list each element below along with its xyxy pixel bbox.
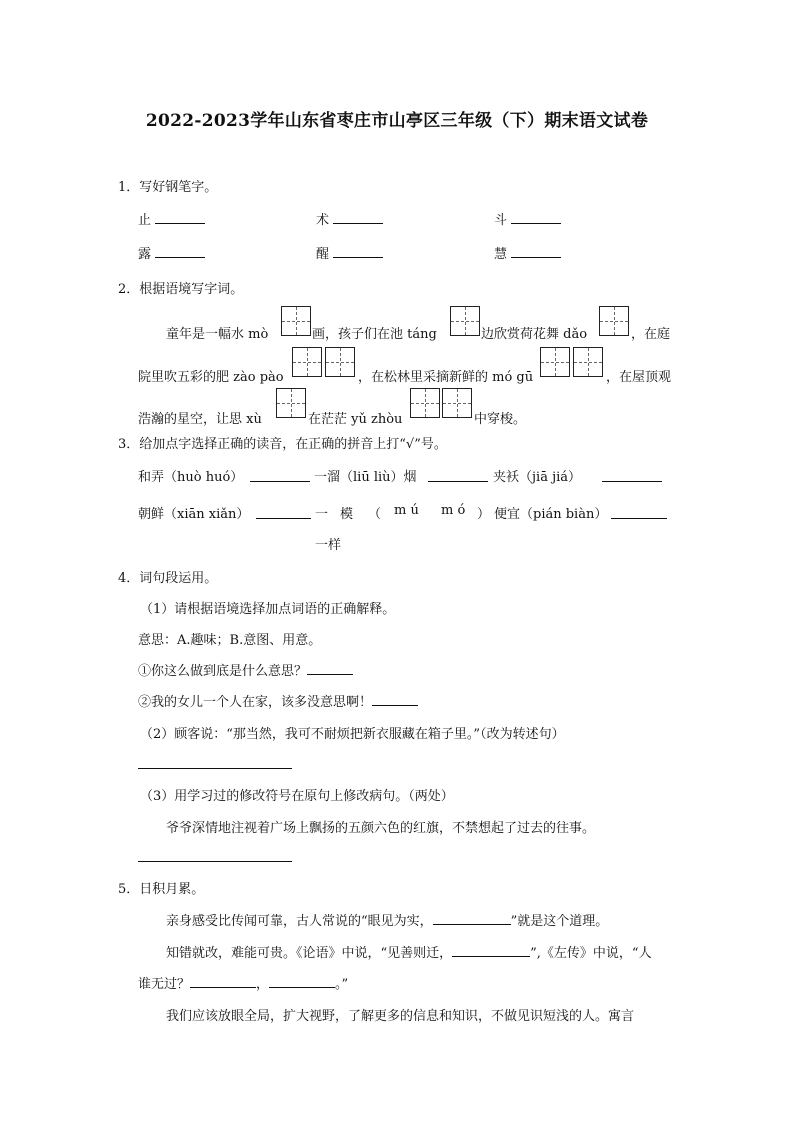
q4-meaning: 意思：A.趣味；B.意图、用意。: [138, 633, 322, 648]
q4-sub-2: （2）顾客说：“那当然，我可不耐烦把新衣服藏在箱子里。”（改为转述句）: [140, 727, 565, 742]
answer-blank[interactable]: [611, 518, 667, 519]
q2-text: ，在庭: [631, 327, 671, 342]
answer-blank[interactable]: [307, 662, 353, 675]
q3-item-part: 模: [340, 507, 354, 522]
answer-blank[interactable]: [155, 245, 205, 258]
q5-para-2: [166, 942, 652, 961]
q3-item: 和弄（huò huó）: [138, 470, 244, 485]
q2-heading: 2．根据语境写字词。: [118, 282, 244, 297]
q4-option-2: [138, 691, 418, 710]
q1-item-2: [316, 209, 383, 228]
q1-item-4: [138, 243, 205, 262]
q1-char: 慧: [494, 247, 508, 262]
q5-text: 谁无过？: [138, 977, 191, 992]
q3-item-part: （: [368, 507, 382, 522]
q5-para-4: 我们应该放眼全局，扩大视野，了解更多的信息和知识，不做见识短浅的人。寓言: [166, 1009, 635, 1024]
q3-item-part: m ó: [441, 503, 466, 518]
tianzige-box[interactable]: [276, 388, 306, 418]
q5-text: ”就是这个道理。: [510, 914, 609, 929]
q3-item: 便宜（pián biàn）: [494, 507, 608, 522]
q3-item-part: 一: [315, 507, 329, 522]
q2-text: 画，孩子们在池 táng: [312, 327, 437, 342]
answer-blank[interactable]: [155, 211, 205, 224]
q2-text: 童年是一幅水 mò: [166, 327, 269, 342]
q4-sub-3: （3）用学习过的修改符号在原句上修改病句。（两处）: [140, 789, 454, 804]
q4-sub-1: （1）请根据语境选择加点词语的正确解释。: [140, 602, 396, 617]
q4-sentence: 爷爷深情地注视着广场上飘扬的五颜六色的红旗，不禁想起了过去的往事。: [166, 821, 596, 836]
q1-char: 术: [316, 213, 330, 228]
q1-item-1: [138, 209, 205, 228]
q5-text: ，: [256, 977, 270, 992]
answer-blank[interactable]: [333, 245, 383, 258]
q5-text: 知错就改，难能可贵。《论语》中说，“见善则迁，: [166, 946, 453, 961]
tianzige-box[interactable]: [325, 347, 355, 377]
answer-blank[interactable]: [269, 975, 335, 988]
q5-text: ”,《左传》中说，“人: [530, 946, 652, 961]
q2-text: 浩瀚的星空，让思 xù: [138, 412, 262, 427]
answer-line[interactable]: [138, 768, 292, 769]
answer-blank[interactable]: [250, 481, 310, 482]
q3-item: 夹袄（jiā jiá）: [493, 470, 582, 485]
q5-para-3: [138, 973, 348, 992]
q3-item-part: m ú: [394, 503, 419, 518]
q4-option-text: ②我的女儿一个人在家，该多没意思啊！: [138, 695, 373, 710]
q5-text: 亲身感受比传闻可靠，古人常说的“眼见为实，: [166, 914, 433, 929]
q1-item-6: [494, 243, 561, 262]
answer-blank[interactable]: [372, 693, 418, 706]
tianzige-box[interactable]: [442, 388, 472, 418]
q4-option-1: [138, 660, 353, 679]
answer-blank[interactable]: [256, 518, 311, 519]
tianzige-box[interactable]: [540, 347, 570, 377]
q1-char: 斗: [494, 213, 508, 228]
q4-heading: 4．词句段运用。: [118, 571, 218, 586]
q1-char: 止: [138, 213, 152, 228]
tianzige-box[interactable]: [410, 388, 440, 418]
q2-text: ，在屋顶观: [606, 370, 672, 385]
q3-heading: 3．给加点字选择正确的读音，在正确的拼音上打“√”号。: [118, 437, 447, 452]
q3-item: 一溜（liū liù）烟: [314, 470, 417, 485]
q4-option-text: ①你这么做到底是什么意思？: [138, 664, 308, 679]
q1-char: 醒: [316, 247, 330, 262]
q2-text: 在茫茫 yǔ zhòu: [308, 412, 403, 427]
q3-item-part: ）: [477, 507, 491, 522]
q5-text: 。”: [335, 977, 349, 992]
q5-heading: 5．日积月累。: [118, 882, 205, 897]
q1-item-5: [316, 243, 383, 262]
answer-blank[interactable]: [511, 245, 561, 258]
q2-text: 院里吹五彩的肥 zào pào: [138, 370, 284, 385]
answer-line[interactable]: [138, 861, 292, 862]
tianzige-box[interactable]: [281, 306, 311, 336]
q2-text: 边欣赏荷花舞 dǎo: [481, 327, 588, 342]
q2-text: 中穿梭。: [474, 412, 527, 427]
tianzige-box[interactable]: [292, 347, 322, 377]
tianzige-box[interactable]: [450, 306, 480, 336]
q2-text: ，在松林里采摘新鲜的 mó gū: [358, 370, 534, 385]
q1-heading: 1．写好钢笔字。: [118, 180, 218, 195]
q3-item-part: 一样: [315, 538, 342, 553]
answer-blank[interactable]: [602, 481, 662, 482]
q1-item-3: [494, 209, 561, 228]
tianzige-box[interactable]: [573, 347, 603, 377]
page-title: 2022-2023学年山东省枣庄市山亭区三年级（下）期末语文试卷: [145, 111, 649, 131]
answer-blank[interactable]: [190, 975, 256, 988]
q5-para-1: [166, 910, 608, 929]
answer-blank[interactable]: [433, 912, 511, 925]
answer-blank[interactable]: [511, 211, 561, 224]
tianzige-box[interactable]: [599, 306, 629, 336]
answer-blank[interactable]: [452, 944, 530, 957]
answer-blank[interactable]: [333, 211, 383, 224]
q3-item: 朝鲜（xiān xiǎn）: [138, 507, 250, 522]
q1-char: 露: [138, 247, 152, 262]
answer-blank[interactable]: [428, 481, 488, 482]
